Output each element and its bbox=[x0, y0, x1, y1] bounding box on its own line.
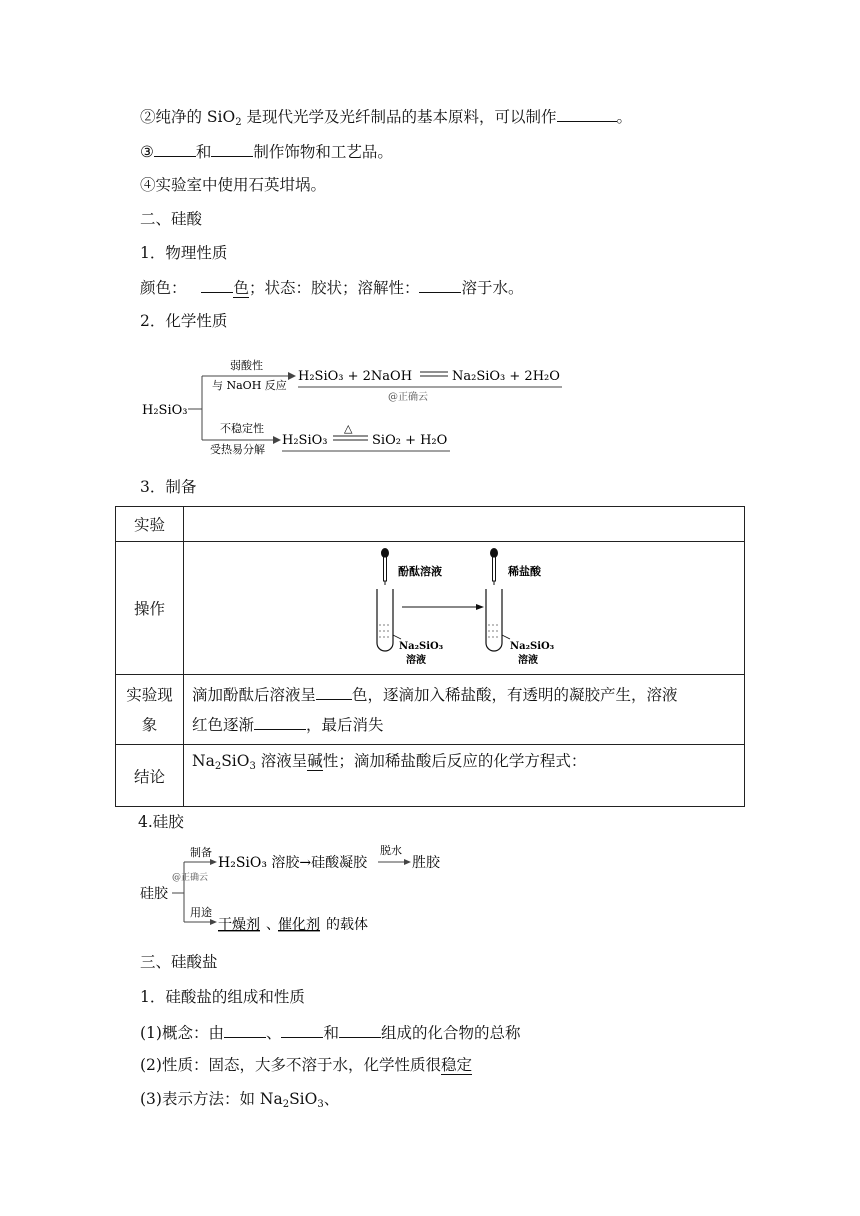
use-separator: 、 bbox=[266, 917, 280, 933]
tube-label: 溶液 bbox=[518, 654, 538, 666]
fill-blank[interactable] bbox=[254, 713, 306, 730]
text-fragment: 色，逐滴加入稀盐酸，有透明的凝胶产生，溶液 bbox=[352, 685, 678, 704]
fill-blank[interactable] bbox=[281, 1021, 323, 1038]
text-fragment: SiO bbox=[221, 752, 250, 770]
silica-gel-diagram bbox=[138, 840, 538, 940]
fill-blank[interactable] bbox=[224, 1021, 266, 1038]
fill-blank[interactable] bbox=[339, 1021, 381, 1038]
subheading-preparation: 3．制备 bbox=[140, 478, 197, 496]
text-line-notation bbox=[140, 1089, 339, 1115]
branch-label: 与 NaOH 反应 bbox=[212, 379, 287, 392]
text-fragment: 、 bbox=[265, 1024, 282, 1042]
preparation-table bbox=[115, 506, 745, 807]
cell-head bbox=[116, 675, 184, 745]
arrow-head bbox=[476, 604, 484, 610]
subheading-silica-gel: 4.硅胶 bbox=[138, 813, 184, 831]
text-fragment: 制作饰物和工艺品。 bbox=[253, 143, 393, 161]
fill-blank[interactable] bbox=[419, 276, 461, 293]
subscript: 3 bbox=[317, 1099, 324, 1110]
text-line-fiber bbox=[140, 105, 632, 133]
branch-label: 不稳定性 bbox=[220, 422, 264, 435]
dropper-icon bbox=[490, 548, 498, 585]
subscript: 2 bbox=[214, 761, 222, 772]
subheading-chemical: 2．化学性质 bbox=[140, 312, 228, 330]
text-fragment: 溶于水。 bbox=[461, 279, 524, 297]
text-fragment: 溶液呈 bbox=[255, 752, 308, 770]
branch-label: 受热易分解 bbox=[210, 443, 265, 456]
pointer-line bbox=[393, 635, 401, 639]
tube-label: Na₂SiO₃ bbox=[510, 640, 555, 652]
root-label: 硅胶 bbox=[140, 886, 168, 902]
chem-property-diagram bbox=[138, 352, 568, 462]
branch-label: 制备 bbox=[190, 846, 212, 859]
condition-delta: △ bbox=[344, 422, 353, 435]
underlined-text: 稳定 bbox=[440, 1056, 472, 1074]
cell-body bbox=[184, 507, 745, 542]
text-line-ornament bbox=[140, 140, 393, 162]
subscript: 3 bbox=[249, 761, 256, 772]
process-chain: 胜胶 bbox=[412, 855, 440, 871]
text-fragment: ；状态：胶状；溶解性： bbox=[248, 279, 420, 297]
tube-label: Na₂SiO₃ bbox=[399, 640, 444, 652]
arrow-head bbox=[273, 436, 281, 444]
table-row bbox=[116, 507, 745, 542]
text-fragment: 组成的化合物的总称 bbox=[381, 1024, 521, 1042]
text-fragment: 性；滴加稀盐酸后反应的化学方程式： bbox=[322, 752, 587, 770]
experiment-diagram bbox=[184, 543, 744, 674]
text-fragment: (3)表示方法：如 Na bbox=[140, 1090, 283, 1108]
step-label: 脱水 bbox=[380, 844, 402, 857]
use-item: 催化剂 bbox=[278, 917, 320, 933]
arrow-head bbox=[210, 919, 217, 925]
test-tube-icon bbox=[486, 589, 502, 651]
fill-blank[interactable] bbox=[316, 683, 352, 700]
section-heading-silicate: 三、硅酸盐 bbox=[140, 953, 218, 971]
cell-head-line: 象 bbox=[141, 715, 158, 734]
reactant-label: H₂SiO₃ bbox=[142, 403, 188, 418]
text-fragment: SiO bbox=[289, 1090, 318, 1108]
text-fragment: 滴加酚酞后溶液呈 bbox=[192, 685, 317, 704]
pointer-line bbox=[502, 635, 510, 639]
text-fragment: 和 bbox=[323, 1024, 339, 1042]
equation-right: SiO₂ + H₂O bbox=[372, 433, 448, 448]
equation-right: Na₂SiO₃ + 2H₂O bbox=[452, 369, 560, 384]
subscript: 2 bbox=[282, 1099, 290, 1110]
text-fragment: ，最后消失 bbox=[306, 715, 384, 734]
section-heading-silicic-acid: 二、硅酸 bbox=[140, 210, 203, 228]
use-tail: 的载体 bbox=[326, 917, 368, 933]
text-line-physical bbox=[140, 276, 524, 298]
text-fragment: (2)性质：固态，大多不溶于水，化学性质很 bbox=[140, 1056, 441, 1074]
text-fragment: 。 bbox=[616, 108, 633, 126]
text-fragment: 红色逐渐 bbox=[192, 715, 255, 734]
fill-blank[interactable] bbox=[211, 140, 253, 157]
reagent-label: 稀盐酸 bbox=[508, 564, 541, 578]
process-chain: H₂SiO₃ 溶胶→硅酸凝胶 bbox=[218, 855, 368, 871]
text-line-concept bbox=[140, 1021, 521, 1043]
underlined-text: 碱 bbox=[307, 752, 323, 770]
text-fragment: ③ bbox=[140, 143, 154, 161]
use-item: 干燥剂 bbox=[218, 917, 260, 933]
text-fragment: 、 bbox=[323, 1090, 340, 1108]
table-row bbox=[116, 675, 745, 745]
tube-label: 溶液 bbox=[406, 654, 426, 666]
dropper-icon bbox=[381, 548, 389, 585]
text-line bbox=[192, 680, 736, 710]
fill-blank[interactable] bbox=[557, 105, 617, 122]
branch-label: 弱酸性 bbox=[230, 359, 263, 372]
text-fragment: ②纯净的 SiO bbox=[140, 108, 236, 126]
equation-left: H₂SiO₃ bbox=[282, 433, 328, 448]
underlined-text: 色 bbox=[233, 279, 249, 297]
table-row bbox=[116, 542, 745, 675]
test-tube-icon bbox=[377, 589, 393, 651]
reagent-label: 酚酞溶液 bbox=[398, 564, 442, 578]
text-fragment: Na bbox=[192, 752, 215, 770]
cell-head: 实验 bbox=[116, 507, 184, 542]
table-row bbox=[116, 745, 745, 807]
arrow-head bbox=[210, 859, 217, 865]
text-fragment: (1)概念：由 bbox=[140, 1024, 224, 1042]
cell-body bbox=[184, 745, 745, 807]
text-fragment: 是现代光学及光纤制品的基本原料，可以制作 bbox=[241, 108, 557, 126]
fill-blank[interactable] bbox=[201, 276, 233, 293]
equation-left: H₂SiO₃ + 2NaOH bbox=[298, 369, 413, 384]
cell-body bbox=[184, 542, 745, 675]
fill-blank[interactable] bbox=[154, 140, 196, 157]
cell-head-line: 实验现 bbox=[126, 685, 173, 704]
subheading-silicate-composition: 1．硅酸盐的组成和性质 bbox=[140, 988, 305, 1006]
cell-head: 操作 bbox=[116, 542, 184, 675]
text-line-crucible: ④实验室中使用石英坩埚。 bbox=[140, 176, 327, 194]
arrow-head bbox=[404, 859, 411, 865]
branch-label: 用途 bbox=[190, 906, 212, 919]
subscript: 2 bbox=[235, 117, 242, 128]
text-fragment: 颜色： bbox=[140, 279, 187, 297]
cell-body bbox=[184, 675, 745, 745]
watermark: @正确云 bbox=[172, 873, 209, 883]
text-line bbox=[192, 710, 736, 740]
text-fragment: 和 bbox=[195, 143, 212, 161]
watermark: @正确云 bbox=[388, 392, 428, 403]
subheading-physical: 1．物理性质 bbox=[140, 244, 228, 262]
cell-head: 结论 bbox=[116, 745, 184, 807]
arrow-head bbox=[288, 372, 296, 380]
text-line-property bbox=[140, 1055, 472, 1075]
